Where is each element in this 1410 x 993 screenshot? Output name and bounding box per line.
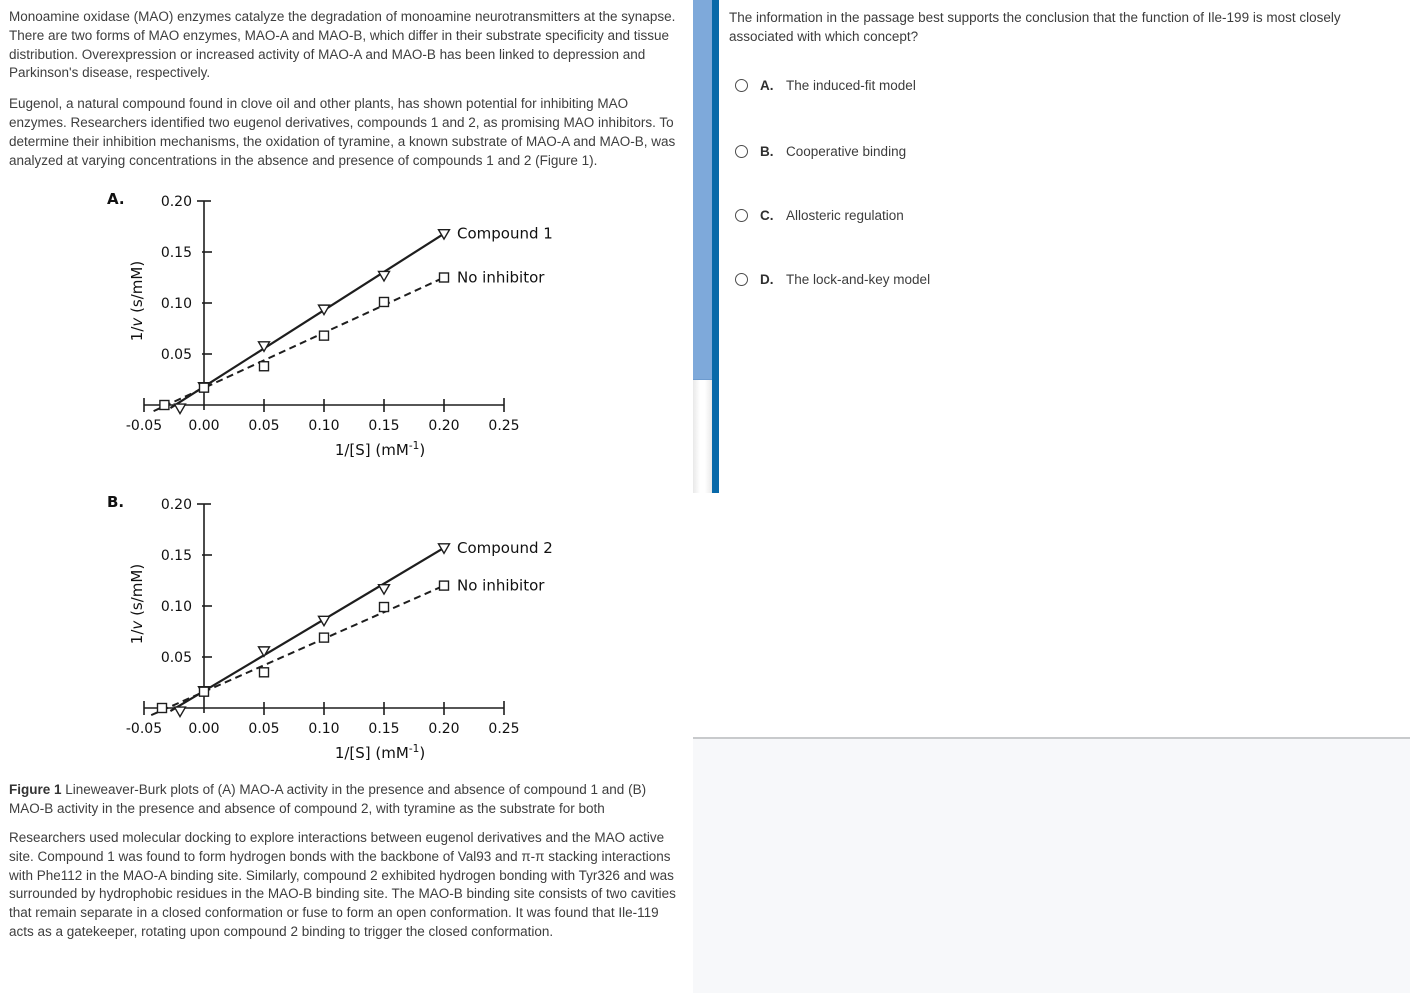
y-tick-label: 0.15 bbox=[160, 548, 192, 565]
option-letter-b: B. bbox=[760, 143, 774, 159]
triangle-marker bbox=[175, 404, 186, 414]
series-label: No inhibitor bbox=[457, 576, 545, 595]
x-axis-title: 1/[S] $(mM^{-1})$ bbox=[334, 440, 426, 460]
series-line bbox=[170, 548, 444, 711]
figure-1-chart-b bbox=[97, 486, 657, 774]
option-letter-c: C. bbox=[760, 207, 774, 223]
x-tick-label: 0.10 bbox=[308, 418, 340, 435]
x-tick-label: 0.25 bbox=[488, 418, 520, 435]
option-text-d: The lock-and-key model bbox=[786, 271, 931, 287]
triangle-marker bbox=[259, 647, 270, 657]
option-row-d[interactable] bbox=[735, 270, 930, 288]
series-line bbox=[154, 278, 444, 412]
panel-divider bbox=[712, 0, 719, 493]
figure-caption bbox=[9, 781, 685, 819]
x-tick-label: 0.20 bbox=[428, 721, 460, 738]
square-marker bbox=[260, 362, 269, 371]
y-axis-title: 1/v (s/mM) bbox=[128, 261, 146, 342]
x-tick-label: 0.25 bbox=[488, 721, 520, 738]
option-row-a[interactable] bbox=[735, 76, 916, 94]
x-tick-label: 0.00 bbox=[188, 418, 220, 435]
series-label: No inhibitor bbox=[457, 268, 545, 287]
y-axis-title: 1/v (s/mM) bbox=[128, 564, 146, 645]
series-label: Compound 1 bbox=[457, 225, 553, 244]
footer-area bbox=[693, 737, 1410, 993]
passage-paragraph-2: Eugenol, a natural compound found in clove oil and other plants, has shown potential for inhibiting MAO enzymes. Researchers identified two eugenol derivatives, compounds 1 and 2, as promising MAO inhibitors. To determine their inhibition mechanisms, the oxidation of tyramine, a known substrate of MAO-A and MAO-B, was analyzed at varying concentrations in the absence and presence of compounds 1 and 2 (Figure 1). bbox=[9, 96, 676, 168]
radio-button-b[interactable] bbox=[735, 145, 748, 158]
scrollbar-track[interactable] bbox=[693, 0, 712, 493]
square-marker bbox=[260, 668, 269, 677]
series-line bbox=[170, 234, 444, 408]
square-marker bbox=[440, 581, 449, 590]
x-tick-label: 0.10 bbox=[308, 721, 340, 738]
triangle-marker bbox=[379, 585, 390, 595]
option-row-c[interactable] bbox=[735, 206, 904, 224]
option-letter-d: D. bbox=[760, 271, 774, 287]
square-marker bbox=[160, 401, 169, 410]
square-marker bbox=[320, 633, 329, 642]
triangle-marker bbox=[379, 272, 390, 282]
square-marker bbox=[158, 704, 167, 713]
passage-panel bbox=[0, 0, 693, 993]
figure-1-chart-a bbox=[97, 183, 657, 471]
y-tick-label: 0.15 bbox=[160, 245, 192, 262]
option-letter-a: A. bbox=[760, 77, 774, 93]
square-marker bbox=[320, 332, 329, 341]
triangle-marker bbox=[439, 544, 450, 554]
square-marker bbox=[200, 688, 209, 697]
x-axis-title: 1/[S] $(mM^{-1})$ bbox=[334, 743, 426, 763]
x-tick-label: 0.05 bbox=[248, 418, 280, 435]
radio-button-c[interactable] bbox=[735, 209, 748, 222]
option-row-b[interactable] bbox=[735, 142, 906, 160]
panel-label: A. bbox=[107, 190, 125, 209]
series-line bbox=[151, 586, 444, 716]
option-text-b: Cooperative binding bbox=[786, 143, 907, 159]
triangle-marker bbox=[175, 707, 186, 717]
x-tick-label: -0.05 bbox=[125, 418, 163, 435]
passage-paragraph-1: Monoamine oxidase (MAO) enzymes catalyze the degradation of monoamine neurotransmitters at the synapse. There are two forms of MAO enzymes, MAO-A and MAO-B, which differ in their substrate specificity and tissue distribution. Overexpression or increased activity of MAO-A and MAO-B has been linked to depression and Parkinson's disease, respectively. bbox=[9, 9, 676, 81]
radio-button-a[interactable] bbox=[735, 79, 748, 92]
x-tick-label: 0.15 bbox=[368, 721, 400, 738]
panel-label: B. bbox=[107, 493, 125, 512]
y-tick-label: 0.10 bbox=[160, 296, 192, 313]
figure-caption-label: Figure 1 bbox=[9, 782, 62, 798]
y-tick-label: 0.05 bbox=[160, 650, 192, 667]
x-tick-label: 0.05 bbox=[248, 721, 280, 738]
square-marker bbox=[200, 384, 209, 393]
scrollbar-thumb[interactable] bbox=[693, 0, 712, 380]
series-label: Compound 2 bbox=[457, 539, 553, 558]
square-marker bbox=[380, 298, 389, 307]
y-tick-label: 0.05 bbox=[160, 347, 192, 364]
question-text: The information in the passage best supports the conclusion that the function of Ile-199 is most closely associated with which concept? bbox=[729, 10, 1341, 44]
triangle-marker bbox=[439, 230, 450, 240]
option-text-c: Allosteric regulation bbox=[786, 207, 904, 223]
x-tick-label: 0.15 bbox=[368, 418, 400, 435]
y-tick-label: 0.20 bbox=[160, 497, 192, 514]
x-tick-label: 0.20 bbox=[428, 418, 460, 435]
figure-caption-text: Lineweaver-Burk plots of (A) MAO-A activity in the presence and absence of compound 1 and (B) MAO-B activity in the presence and absence of compound 2, with tyramine as the substrate for both bbox=[9, 782, 647, 817]
option-text-a: The induced-fit model bbox=[786, 77, 916, 93]
passage-paragraph-3: Researchers used molecular docking to explore interactions between eugenol derivatives and the MAO active site. Compound 1 was found to form hydrogen bonds with the backbone of Val93 and π-π stacking interactions with Phe112 in the MAO-A binding site. Similarly, compound 2 exhibited hydrogen bonding with Tyr326 and was surrounded by hydrophobic residues in the MAO-B binding site. The MAO-B binding site consists of two cavities that remain separate in a closed conformation or fuse to form an open conformation. It was found that Ile-119 acts as a gatekeeper, rotating upon compound 2 binding to trigger the closed conformation. bbox=[9, 829, 676, 939]
square-marker bbox=[380, 603, 389, 612]
x-tick-label: -0.05 bbox=[125, 721, 163, 738]
y-tick-label: 0.20 bbox=[160, 194, 192, 211]
y-tick-label: 0.10 bbox=[160, 599, 192, 616]
x-tick-label: 0.00 bbox=[188, 721, 220, 738]
radio-button-d[interactable] bbox=[735, 273, 748, 286]
question-panel bbox=[719, 0, 1410, 737]
square-marker bbox=[440, 273, 449, 282]
